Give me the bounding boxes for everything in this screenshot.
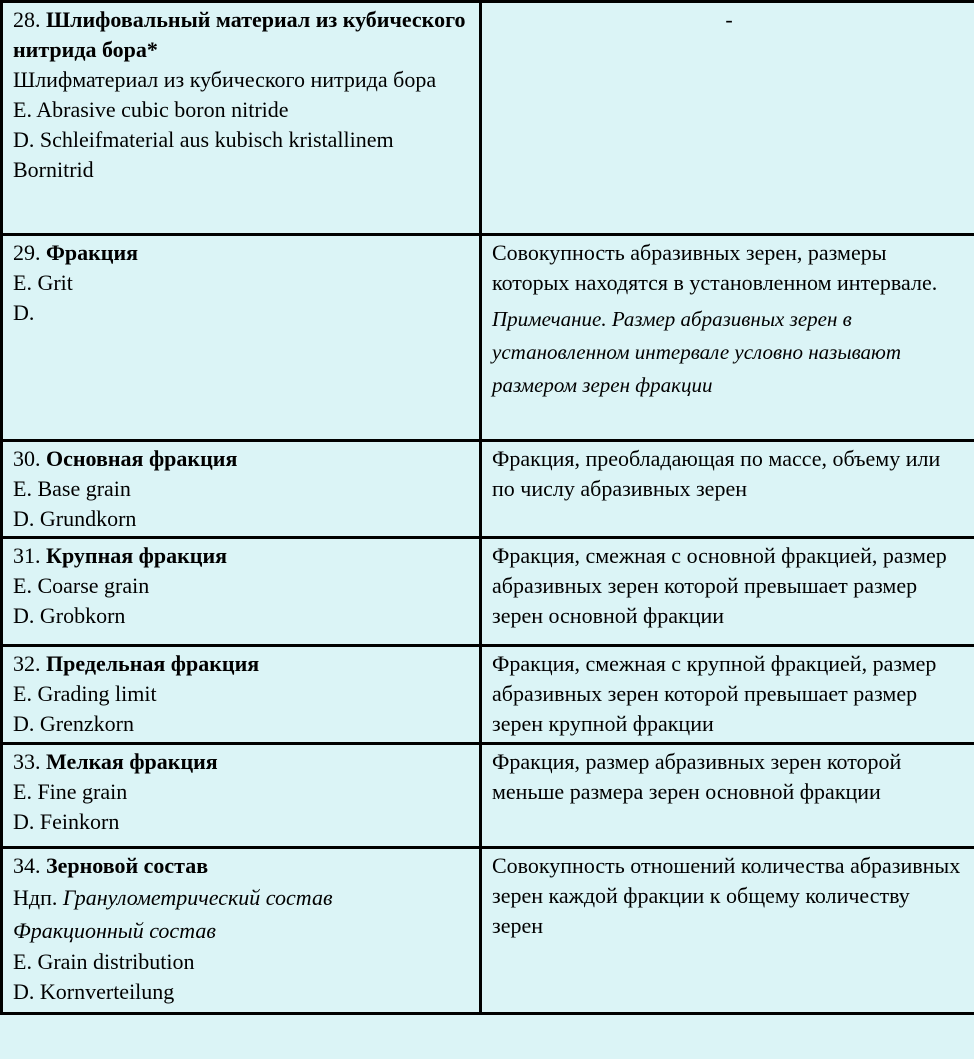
term-german: D. Feinkorn [13, 809, 120, 834]
term-english: E. Grain distribution [13, 949, 195, 974]
term-number: 34. [13, 853, 41, 878]
term-german: D. [13, 300, 35, 325]
ndp-label: Ндп. [13, 885, 58, 910]
term-heading [13, 238, 471, 268]
term-english: E. Abrasive cubic boron nitride [13, 97, 289, 122]
term-english: E. Coarse grain [13, 573, 150, 598]
definition-text: - [725, 7, 733, 32]
term-english: E. Grit [13, 270, 73, 295]
term-cell-31 [2, 538, 481, 646]
term-title: Фракция [46, 240, 139, 265]
definition-cell-34 [481, 848, 974, 1014]
term-cell-32 [2, 646, 481, 744]
ndp-term: Гранулометрический состав [62, 885, 333, 910]
ndp-term: Фракционный состав [13, 918, 216, 943]
term-number: 31. [13, 543, 41, 568]
term-german: D. Kornverteilung [13, 979, 175, 1004]
definition-text: Фракция, смежная с основной фракцией, размер абразивных зерен которой превышает размер зерен основной фракции [492, 543, 947, 628]
term-cell-30 [2, 441, 481, 538]
definition-cell-28 [481, 2, 974, 235]
term-number: 29. [13, 240, 41, 265]
definition-note: Примечание. Размер абразивных зерен в установленном интервале условно называют размером зерен фракции [492, 307, 902, 397]
table-row-29 [2, 235, 974, 441]
term-cell-29 [2, 235, 481, 441]
term-heading [13, 649, 471, 679]
definition-cell-33 [481, 744, 974, 848]
table-row-32 [2, 646, 974, 744]
term-title: Мелкая фракция [46, 749, 218, 774]
term-number: 30. [13, 446, 41, 471]
term-cell-33 [2, 744, 481, 848]
table-row-30 [2, 441, 974, 538]
definition-cell-31 [481, 538, 974, 646]
term-cell-34 [2, 848, 481, 1014]
definition-text: Совокупность отношений количества абразивных зерен каждой фракции к общему количеству зерен [492, 853, 961, 938]
term-number: 28. [13, 7, 41, 32]
term-english: E. Fine grain [13, 779, 128, 804]
definition-cell-30 [481, 441, 974, 538]
term-german: D. Grundkorn [13, 506, 137, 531]
definition-text: Фракция, преобладающая по массе, объему или по числу абразивных зерен [492, 446, 941, 501]
table-row-31 [2, 538, 974, 646]
definition-cell-32 [481, 646, 974, 744]
term-title: Зерновой состав [46, 853, 209, 878]
term-german: D. Schleifmaterial aus kubisch kristallinem Bornitrid [13, 127, 394, 182]
table-row-28 [2, 2, 974, 235]
term-title: Крупная фракция [46, 543, 228, 568]
term-title: Шлифовальный материал из кубического нитрида бора* [13, 7, 466, 62]
term-german: D. Grobkorn [13, 603, 126, 628]
term-heading [13, 5, 471, 65]
term-english: E. Base grain [13, 476, 131, 501]
term-heading [13, 444, 471, 474]
term-number: 33. [13, 749, 41, 774]
table-row-34 [2, 848, 974, 1014]
term-heading [13, 541, 471, 571]
term-heading [13, 851, 471, 881]
definition-text: Совокупность абразивных зерен, размеры которых находятся в установленном интервале. [492, 240, 938, 295]
term-synonym: Шлифматериал из кубического нитрида бора [13, 67, 437, 92]
definition-text: Фракция, смежная с крупной фракцией, размер абразивных зерен которой превышает размер зерен крупной фракции [492, 651, 937, 736]
term-number: 32. [13, 651, 41, 676]
term-title: Основная фракция [46, 446, 238, 471]
term-german: D. Grenzkorn [13, 711, 134, 736]
term-heading [13, 747, 471, 777]
definition-cell-29 [481, 235, 974, 441]
term-inadmissible [13, 881, 471, 914]
term-title: Предельная фракция [46, 651, 260, 676]
definition-text: Фракция, размер абразивных зерен которой меньше размера зерен основной фракции [492, 749, 902, 804]
term-english: E. Grading limit [13, 681, 157, 706]
table-row-33 [2, 744, 974, 848]
term-cell-28 [2, 2, 481, 235]
